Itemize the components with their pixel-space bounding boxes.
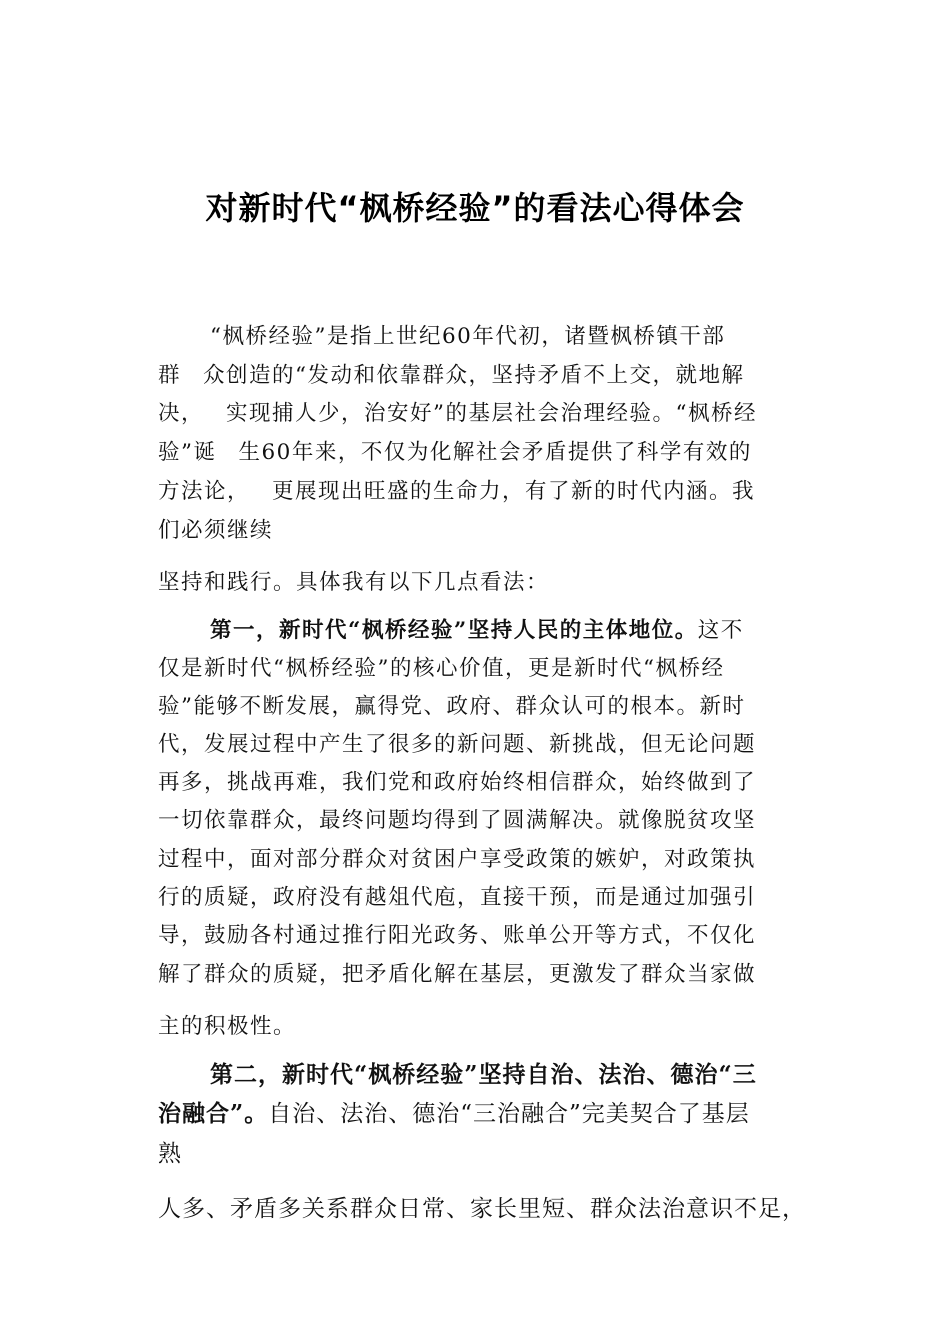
- intro-line-3-b: 实现捕人少，治安好”的基层社会治理经验。“枫桥经: [226, 401, 758, 426]
- intro-line-2-a: 群: [158, 363, 182, 388]
- point1-line-8: 行的质疑，政府没有越俎代庖，直接干预，而是通过加强引: [158, 885, 757, 910]
- intro-line-6: 们必须继续: [158, 518, 274, 543]
- point2-line-2-rest: 自治、法治、德治“三治融合”完美契合了基层: [268, 1101, 750, 1127]
- point2-line-2: [158, 1099, 828, 1129]
- point2-heading-part2: 治融合”。: [158, 1100, 269, 1127]
- intro-line-4-a: 验”诞: [158, 440, 217, 465]
- point1-line-2: 仅是新时代“枫桥经验”的核心价值，更是新时代“枫桥经: [158, 656, 725, 681]
- point1-line-7: 过程中，面对部分群众对贫困户享受政策的嫉妒，对政策执: [158, 847, 757, 872]
- point2-line-4: 人多、矛盾多关系群众日常、家长里短、群众法治意识不足，: [158, 1196, 806, 1222]
- point2-line-3: 熟: [158, 1141, 182, 1167]
- intro-line-4-b: 生60年来，不仅为化解社会矛盾提供了科学有效的: [238, 440, 752, 465]
- intro-line-4: [158, 438, 828, 468]
- intro-line-5: [158, 477, 828, 507]
- document-title: 对新时代“枫桥经验”的看法心得体会: [205, 189, 745, 227]
- point1-line-1: [210, 616, 820, 646]
- point1-line-5: 再多，挑战再难，我们党和政府始终相信群众，始终做到了: [158, 770, 757, 795]
- point1-line-10: 解了群众的质疑，把矛盾化解在基层，更激发了群众当家做: [158, 962, 757, 987]
- point1-line-4: 代，发展过程中产生了很多的新问题、新挑战，但无论问题: [158, 732, 757, 757]
- point1-heading: 第一，新时代“枫桥经验”坚持人民的主体地位。: [210, 618, 698, 643]
- point1-line-11: 主的积极性。: [158, 1014, 297, 1039]
- point1-line-9: 导，鼓励各村通过推行阳光政务、账单公开等方式，不仅化: [158, 923, 757, 948]
- intro-line-3: [158, 399, 828, 429]
- intro-line-2: [158, 361, 828, 391]
- point2-heading-part1: 第二，新时代“枫桥经验”坚持自治、法治、德治“三: [210, 1061, 757, 1088]
- intro-line-5-a: 方法论，: [158, 479, 251, 504]
- intro-line-1: “枫桥经验”是指上世纪60年代初，诸暨枫桥镇干部: [210, 324, 726, 349]
- intro-line-3-a: 决，: [158, 401, 205, 426]
- point1-line-6: 一切依靠群众，最终问题均得到了圆满解决。就像脱贫攻坚: [158, 808, 757, 833]
- intro-line-5-b: 更展现出旺盛的生命力，有了新的时代内涵。我: [272, 479, 756, 504]
- intro-line-2-b: 众创造的“发动和依靠群众，坚持矛盾不上交，就地解: [203, 363, 745, 388]
- point1-line-3: 验”能够不断发展，赢得党、政府、群众认可的根本。新时: [158, 694, 746, 719]
- point2-line-1: [210, 1060, 820, 1090]
- intro-line-7: 坚持和践行。具体我有以下几点看法：: [158, 570, 550, 595]
- point1-line-1-rest: 这不: [697, 618, 744, 643]
